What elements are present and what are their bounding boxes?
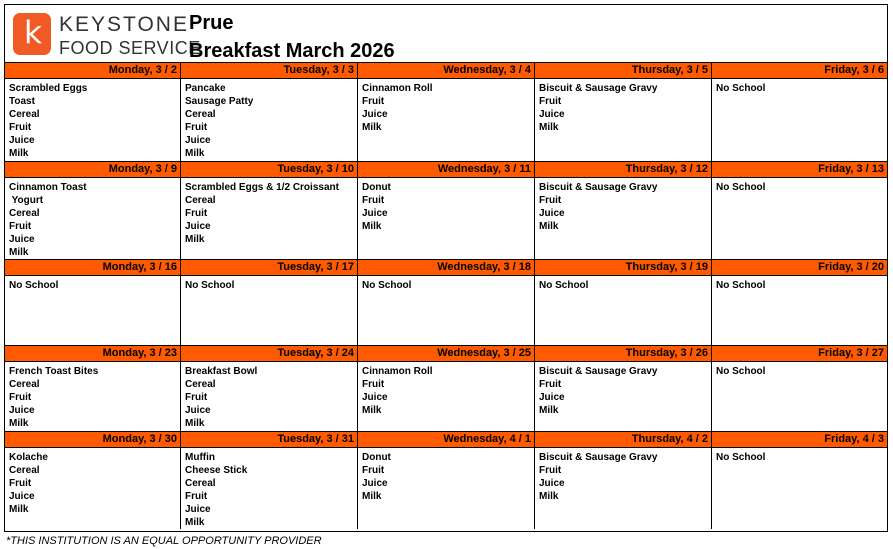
- menu-calendar: [4, 62, 888, 529]
- menu-item: Cinnamon Roll: [362, 366, 433, 377]
- menu-item: Juice: [362, 109, 388, 120]
- menu-item: Cereal: [9, 379, 40, 390]
- menu-item: Cereal: [9, 208, 40, 219]
- menu-item: Juice: [362, 392, 388, 403]
- menu-item: Juice: [9, 234, 35, 245]
- menu-item: Juice: [185, 221, 211, 232]
- menu-item: Cereal: [9, 109, 40, 120]
- day-header: Friday, 3 / 6: [712, 62, 888, 79]
- menu-item: Cereal: [9, 465, 40, 476]
- menu-item: Breakfast Bowl: [185, 366, 258, 377]
- menu-item: Cheese Stick: [185, 465, 248, 476]
- day-header: Thursday, 3 / 26: [535, 345, 712, 362]
- menu-item: Fruit: [362, 195, 385, 206]
- menu-item: Fruit: [362, 465, 385, 476]
- day-menu-cell: [712, 79, 888, 161]
- menu-item: Milk: [539, 491, 559, 502]
- page-header: [4, 4, 888, 63]
- menu-item: No School: [716, 366, 766, 377]
- week-header-row: [4, 161, 888, 178]
- menu-item: No School: [716, 182, 766, 193]
- day-header: Monday, 3 / 23: [4, 345, 181, 362]
- day-header: Friday, 3 / 20: [712, 259, 888, 276]
- menu-item: Juice: [362, 478, 388, 489]
- menu-item: Fruit: [539, 379, 562, 390]
- day-menu-cell: [4, 276, 181, 345]
- menu-item: Milk: [185, 148, 205, 159]
- menu-item: Scrambled Eggs & 1/2 Croissant: [185, 182, 339, 193]
- day-header: Monday, 3 / 9: [4, 161, 181, 178]
- week-header-row: [4, 345, 888, 362]
- day-header: Monday, 3 / 30: [4, 431, 181, 448]
- day-header: Friday, 4 / 3: [712, 431, 888, 448]
- menu-item: No School: [185, 280, 235, 291]
- menu-item: Cereal: [185, 478, 216, 489]
- day-menu-cell: [712, 448, 888, 529]
- day-header: Friday, 3 / 13: [712, 161, 888, 178]
- day-header: Monday, 3 / 2: [4, 62, 181, 79]
- day-menu-cell: [4, 362, 181, 431]
- menu-item: Juice: [185, 135, 211, 146]
- menu-item: Milk: [185, 517, 205, 528]
- day-header: Wednesday, 3 / 18: [358, 259, 535, 276]
- menu-item: No School: [716, 83, 766, 94]
- week-menu-row: [4, 178, 888, 259]
- menu-item: Toast: [9, 96, 35, 107]
- day-menu-cell: [712, 362, 888, 431]
- menu-item: Fruit: [539, 195, 562, 206]
- day-menu-cell: [358, 362, 535, 431]
- day-menu-cell: [4, 79, 181, 161]
- week-menu-row: [4, 79, 888, 161]
- day-header: Monday, 3 / 16: [4, 259, 181, 276]
- menu-item: Fruit: [9, 122, 32, 133]
- menu-item: Milk: [362, 405, 382, 416]
- day-header: Wednesday, 3 / 4: [358, 62, 535, 79]
- week-header-row: [4, 259, 888, 276]
- menu-item: Fruit: [185, 122, 208, 133]
- menu-item: Juice: [362, 208, 388, 219]
- menu-item: Cinnamon Toast: [9, 182, 87, 193]
- day-header: Wednesday, 3 / 25: [358, 345, 535, 362]
- day-header: Tuesday, 3 / 17: [181, 259, 358, 276]
- day-menu-cell: [535, 448, 712, 529]
- menu-item: Juice: [185, 405, 211, 416]
- menu-item: Fruit: [185, 208, 208, 219]
- day-header: Tuesday, 3 / 3: [181, 62, 358, 79]
- menu-item: Cinnamon Roll: [362, 83, 433, 94]
- menu-item: Juice: [9, 135, 35, 146]
- menu-item: Sausage Patty: [185, 96, 254, 107]
- menu-item: Milk: [362, 221, 382, 232]
- menu-item: Juice: [185, 504, 211, 515]
- menu-item: Fruit: [9, 221, 32, 232]
- menu-item: Milk: [9, 148, 29, 159]
- day-menu-cell: [535, 178, 712, 259]
- menu-item: Biscuit & Sausage Gravy: [539, 83, 658, 94]
- menu-item: No School: [716, 280, 766, 291]
- menu-item: Fruit: [362, 379, 385, 390]
- day-header: Wednesday, 3 / 11: [358, 161, 535, 178]
- menu-item: Fruit: [9, 478, 32, 489]
- day-menu-cell: [4, 178, 181, 259]
- keystone-logo: [13, 13, 201, 61]
- day-header: Thursday, 3 / 5: [535, 62, 712, 79]
- day-menu-cell: [712, 178, 888, 259]
- page-title: Breakfast March 2026: [189, 40, 395, 62]
- menu-item: Fruit: [539, 465, 562, 476]
- day-menu-cell: [358, 276, 535, 345]
- week-header-row: [4, 62, 888, 79]
- day-header: Thursday, 3 / 19: [535, 259, 712, 276]
- day-header: Thursday, 3 / 12: [535, 161, 712, 178]
- menu-item: Fruit: [9, 392, 32, 403]
- menu-item: Milk: [539, 221, 559, 232]
- footer-note: *THIS INSTITUTION IS AN EQUAL OPPORTUNITY PROVIDER: [6, 535, 322, 547]
- menu-item: Yogurt: [9, 195, 44, 206]
- week-menu-row: [4, 276, 888, 345]
- day-header: Tuesday, 3 / 10: [181, 161, 358, 178]
- menu-item: Donut: [362, 182, 391, 193]
- menu-item: Fruit: [539, 96, 562, 107]
- menu-item: Milk: [9, 418, 29, 429]
- menu-item: Biscuit & Sausage Gravy: [539, 182, 658, 193]
- logo-mark-icon: k: [13, 13, 51, 55]
- menu-item: Juice: [539, 208, 565, 219]
- menu-item: Milk: [185, 418, 205, 429]
- menu-item: Milk: [362, 491, 382, 502]
- menu-item: Juice: [539, 478, 565, 489]
- menu-item: Juice: [9, 491, 35, 502]
- day-menu-cell: [181, 178, 358, 259]
- day-menu-cell: [181, 362, 358, 431]
- menu-item: Fruit: [362, 96, 385, 107]
- day-header: Tuesday, 3 / 24: [181, 345, 358, 362]
- logo-text-top: KEYSTONE: [59, 13, 189, 36]
- logo-text-bottom: FOOD SERVICE: [59, 38, 201, 58]
- week-menu-row: [4, 362, 888, 431]
- day-menu-cell: [358, 178, 535, 259]
- school-name: Prue: [189, 12, 234, 34]
- menu-item: Biscuit & Sausage Gravy: [539, 452, 658, 463]
- menu-item: Juice: [539, 392, 565, 403]
- menu-item: Biscuit & Sausage Gravy: [539, 366, 658, 377]
- day-menu-cell: [181, 79, 358, 161]
- menu-item: Milk: [185, 234, 205, 245]
- menu-item: Donut: [362, 452, 391, 463]
- menu-item: Juice: [9, 405, 35, 416]
- menu-item: No School: [539, 280, 589, 291]
- menu-item: Fruit: [185, 491, 208, 502]
- day-menu-cell: [712, 276, 888, 345]
- menu-item: Milk: [539, 405, 559, 416]
- menu-item: Milk: [362, 122, 382, 133]
- menu-item: Cereal: [185, 195, 216, 206]
- day-header: Wednesday, 4 / 1: [358, 431, 535, 448]
- day-menu-cell: [358, 79, 535, 161]
- day-header: Thursday, 4 / 2: [535, 431, 712, 448]
- week-header-row: [4, 431, 888, 448]
- day-header: Tuesday, 3 / 31: [181, 431, 358, 448]
- day-header: Friday, 3 / 27: [712, 345, 888, 362]
- week-menu-row: [4, 448, 888, 529]
- menu-item: Milk: [539, 122, 559, 133]
- menu-item: Kolache: [9, 452, 48, 463]
- day-menu-cell: [535, 276, 712, 345]
- menu-item: Fruit: [185, 392, 208, 403]
- day-menu-cell: [535, 362, 712, 431]
- day-menu-cell: [181, 276, 358, 345]
- menu-item: Juice: [539, 109, 565, 120]
- day-menu-cell: [4, 448, 181, 529]
- menu-item: Milk: [9, 504, 29, 515]
- menu-item: No School: [716, 452, 766, 463]
- menu-item: No School: [362, 280, 412, 291]
- menu-item: Milk: [9, 247, 29, 258]
- day-menu-cell: [358, 448, 535, 529]
- day-menu-cell: [535, 79, 712, 161]
- menu-item: Cereal: [185, 379, 216, 390]
- day-menu-cell: [181, 448, 358, 529]
- menu-item: French Toast Bites: [9, 366, 99, 377]
- menu-item: Muffin: [185, 452, 215, 463]
- menu-item: Pancake: [185, 83, 226, 94]
- menu-item: Scrambled Eggs: [9, 83, 88, 94]
- menu-item: Cereal: [185, 109, 216, 120]
- menu-item: No School: [9, 280, 59, 291]
